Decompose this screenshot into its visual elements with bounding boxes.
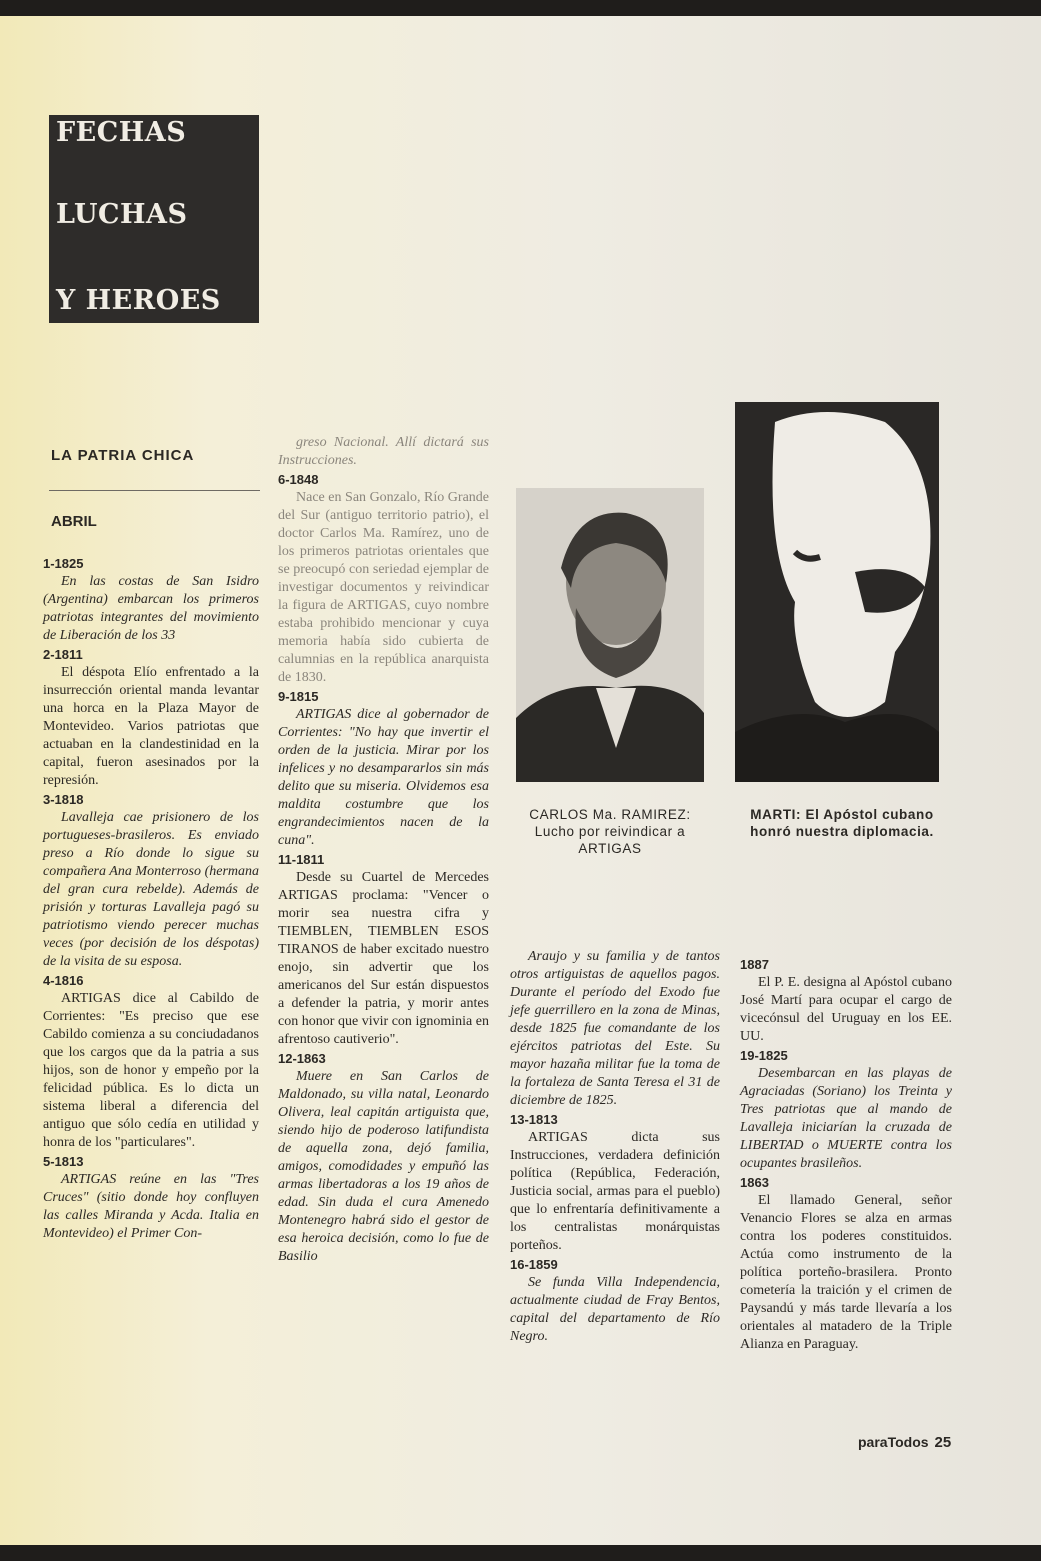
entry-date: 13-1813 bbox=[510, 1112, 558, 1127]
text-column-4 bbox=[740, 955, 952, 1354]
entry-date: 19-1825 bbox=[740, 1048, 788, 1063]
entry-date: 5-1813 bbox=[43, 1154, 84, 1169]
title-line-1: FECHAS bbox=[56, 117, 187, 148]
entry-text: Muere en San Carlos de Maldonado, su villa natal, Leonardo Olivera, leal capitán artiguista que, siendo hijo de poderoso latifundista de aquella zona, dejó familia, amigos, comodidades y empuñó las armas libertadoras a los 19 años de edad. Sin duda el cura Amenedo Montenegro habrá sido el gestor de esa heroica decisión, como lo fue de Basilio bbox=[278, 1069, 489, 1264]
entry-text: Se funda Villa Independencia, actualmente ciudad de Fray Bentos, capital del departamento de Río Negro. bbox=[510, 1275, 720, 1344]
title-block bbox=[49, 115, 259, 323]
entry-text: Desde su Cuartel de Mercedes ARTIGAS proclama: "Vencer o morir sea nuestra cifra y TIEMBLEN, TIEMBLEN ESOS TIRANOS de haber excitado nuestro enojo, sin advertir que los americanos del Sur están dispuestos a defender la patria, y morir antes con honor que vivir con ignominia en afrentoso cautiverio". bbox=[278, 870, 489, 1047]
magazine-name: paraTodos bbox=[858, 1434, 929, 1450]
entry-text: ARTIGAS reúne en las "Tres Cruces" (sitio donde hoy confluyen las calles Miranda y Acda. Italia en Montevideo) el Primer Con- bbox=[43, 1172, 259, 1241]
section-title: LA PATRIA CHICA bbox=[51, 447, 195, 464]
title-line-2: LUCHAS bbox=[56, 199, 188, 230]
portrait-ramirez-image bbox=[516, 488, 704, 782]
page-number: 25 bbox=[934, 1434, 952, 1451]
entry-date: 1-1825 bbox=[43, 556, 84, 571]
entry-text: En las costas de San Isidro (Argentina) embarcan los primeros patriotas integrantes del movimiento de Liberación de los 33 bbox=[43, 574, 259, 643]
portrait-marti-image bbox=[735, 402, 939, 782]
entry-text: Desembarcan en las playas de Agraciadas (Soriano) los Treinta y Tres patriotas que al mando de Lavalleja iniciarían la cruzada de LIBERTAD o MUERTE contra los ocupantes brasileños. bbox=[740, 1066, 952, 1171]
text-column-2 bbox=[278, 434, 489, 1266]
page-footer bbox=[858, 1434, 951, 1451]
entry-text: Lavalleja cae prisionero de los portugueses-brasileros. Es enviado preso a Río donde lo sigue su compañera Ana Monterroso (hermana del gran cura rebelde). Además de prisión y torturas Lavalleja pagó su patriotismo viendo perecer muchas veces (por decisión de los déspotas) de la visita de su esposa. bbox=[43, 810, 259, 969]
bottom-scan-border bbox=[0, 1545, 1041, 1561]
text-column-3 bbox=[510, 948, 720, 1346]
text-column-1 bbox=[43, 554, 259, 1243]
section-divider bbox=[49, 490, 260, 491]
title-line-3: Y HEROES bbox=[56, 285, 221, 316]
month-heading: ABRIL bbox=[51, 513, 97, 530]
entry-date: 1887 bbox=[740, 957, 769, 972]
entry-text: greso Nacional. Allí dictará sus Instrucciones. bbox=[278, 435, 489, 468]
entry-date: 16-1859 bbox=[510, 1257, 558, 1272]
entry-text: ARTIGAS dice al gobernador de Corrientes: "No hay que invertir el orden de la justicia. Mirar por los infelices y no desampararlos sin más delito que su miseria. Olvidemos esa maldita costumbre que los engrandecimientos nacen de la cuna". bbox=[278, 707, 489, 848]
entry-text: El llamado General, señor Venancio Flores se alza en armas contra los poderes constituidos. Actúa como instrumento de la política porteño-brasilera. Pronto cometería la traición y el crimen de Paysandú y más tarde llevaría a los orientales al matadero de la Triple Alianza en Paraguay. bbox=[740, 1193, 952, 1352]
entry-text: ARTIGAS dice al Cabildo de Corrientes: "Es preciso que ese Cabildo comienza a su conciudadanos que los cargos que da la patria a sus hijos, son de honor y empeño por la felicidad pública. Es lo dicta un sistema liberal a diferencia del antiguo que sólo cedía en utilidad y honra de los "particulares". bbox=[43, 991, 259, 1150]
entry-date: 9-1815 bbox=[278, 689, 319, 704]
portrait-ramirez bbox=[516, 488, 704, 782]
entry-date: 12-1863 bbox=[278, 1051, 326, 1066]
entry-text: El déspota Elío enfrentado a la insurrección oriental manda levantar una horca en la Plaza Mayor de Montevideo. Varios patriotas que actuaban en la clandestinidad en la capital, fueron asesinados por la represión. bbox=[43, 665, 259, 788]
entry-date: 1863 bbox=[740, 1175, 769, 1190]
entry-text: Nace en San Gonzalo, Río Grande del Sur (antiguo territorio patrio), el doctor Carlos Ma. Ramírez, uno de los primeros patriotas orientales que se preocupó con seriedad ejemplar de investigar documentos y reivindicar la figura de ARTIGAS, cuyo nombre estaba prohibido mencionar y cuya memoria había sido cubierta de calumnias en la república anarquista de 1830. bbox=[278, 490, 489, 685]
entry-date: 2-1811 bbox=[43, 647, 83, 662]
entry-text: ARTIGAS dicta sus Instrucciones, verdadera definición política (República, Federación, Justicia social, armas para el pueblo) que lo enfrentaría definitivamente a los centralistas monárquistas porteños. bbox=[510, 1130, 720, 1253]
entry-text: El P. E. designa al Apóstol cubano José Martí para ocupar el cargo de vicecónsul del Uruguay en los EE. UU. bbox=[740, 975, 952, 1044]
top-scan-border bbox=[0, 0, 1041, 16]
entry-text: Araujo y su familia y de tantos otros artiguistas de aquellos pagos. Durante el período del Exodo fue jefe guerrillero en la zona de Minas, desde 1825 fue comandante de los ejércitos patriotas del Este. Su mayor hazaña militar fue la toma de la fortaleza de Santa Teresa el 31 de diciembre de 1825. bbox=[510, 949, 720, 1108]
portrait-marti bbox=[735, 402, 939, 782]
entry-date: 3-1818 bbox=[43, 792, 84, 807]
entry-date: 6-1848 bbox=[278, 472, 319, 487]
entry-date: 4-1816 bbox=[43, 973, 84, 988]
caption-ramirez: CARLOS Ma. RAMIREZ: Lucho por reivindicar a ARTIGAS bbox=[529, 807, 691, 856]
caption-marti: MARTI: El Apóstol cubano honró nuestra diplomacia. bbox=[750, 807, 934, 839]
entry-date: 11-1811 bbox=[278, 852, 325, 867]
